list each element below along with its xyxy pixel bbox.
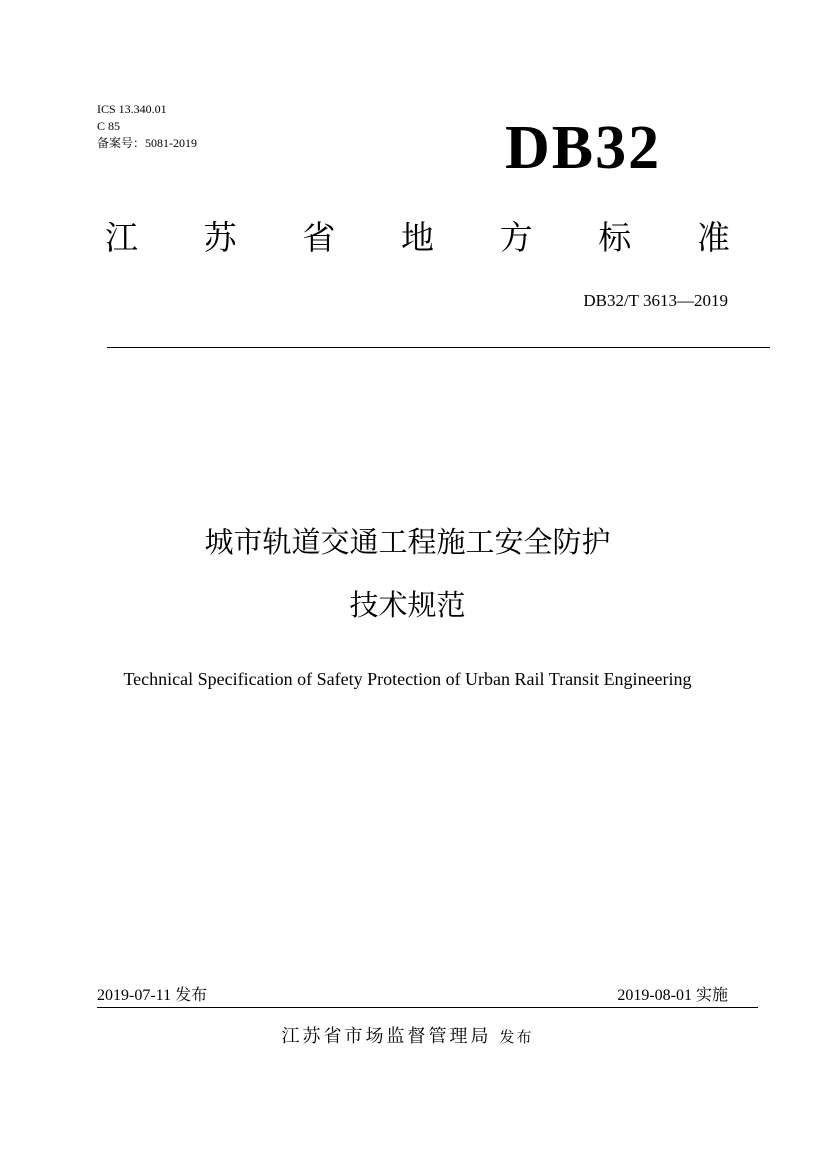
standard-type-char: 标 (598, 218, 632, 257)
ccs-code: C 85 (97, 119, 121, 133)
issue-date: 2019-07-11 发布 (97, 987, 208, 1004)
ics-code: ICS 13.340.01 (97, 102, 167, 116)
standard-type-char: 苏 (203, 218, 237, 257)
bottom-divider (97, 1007, 758, 1008)
standard-type-char: 江 (105, 218, 138, 257)
standard-number: DB32/T 3613—2019 (583, 291, 728, 310)
standard-type-heading (105, 218, 730, 258)
record-number: 备案号：5081-2019 (97, 136, 197, 150)
publisher-name: 江苏省市场监督管理局 (281, 1026, 492, 1047)
title-cn-line2: 技术规范 (349, 588, 466, 622)
publisher (0, 1025, 815, 1049)
title-cn-line1: 城市轨道交通工程施工安全防护 (204, 525, 611, 559)
implementation-date: 2019-08-01 实施 (617, 987, 728, 1004)
top-divider (107, 347, 770, 348)
standard-type-char: 方 (499, 218, 533, 257)
db-code-logo: DB32 (505, 114, 662, 182)
standard-type-char: 地 (400, 218, 434, 257)
title-en: Technical Specification of Safety Protection of Urban Rail Transit Engineering (123, 669, 692, 689)
standard-type-char: 准 (696, 218, 730, 257)
standard-type-char: 省 (302, 218, 336, 257)
publisher-suffix: 发布 (499, 1028, 534, 1046)
